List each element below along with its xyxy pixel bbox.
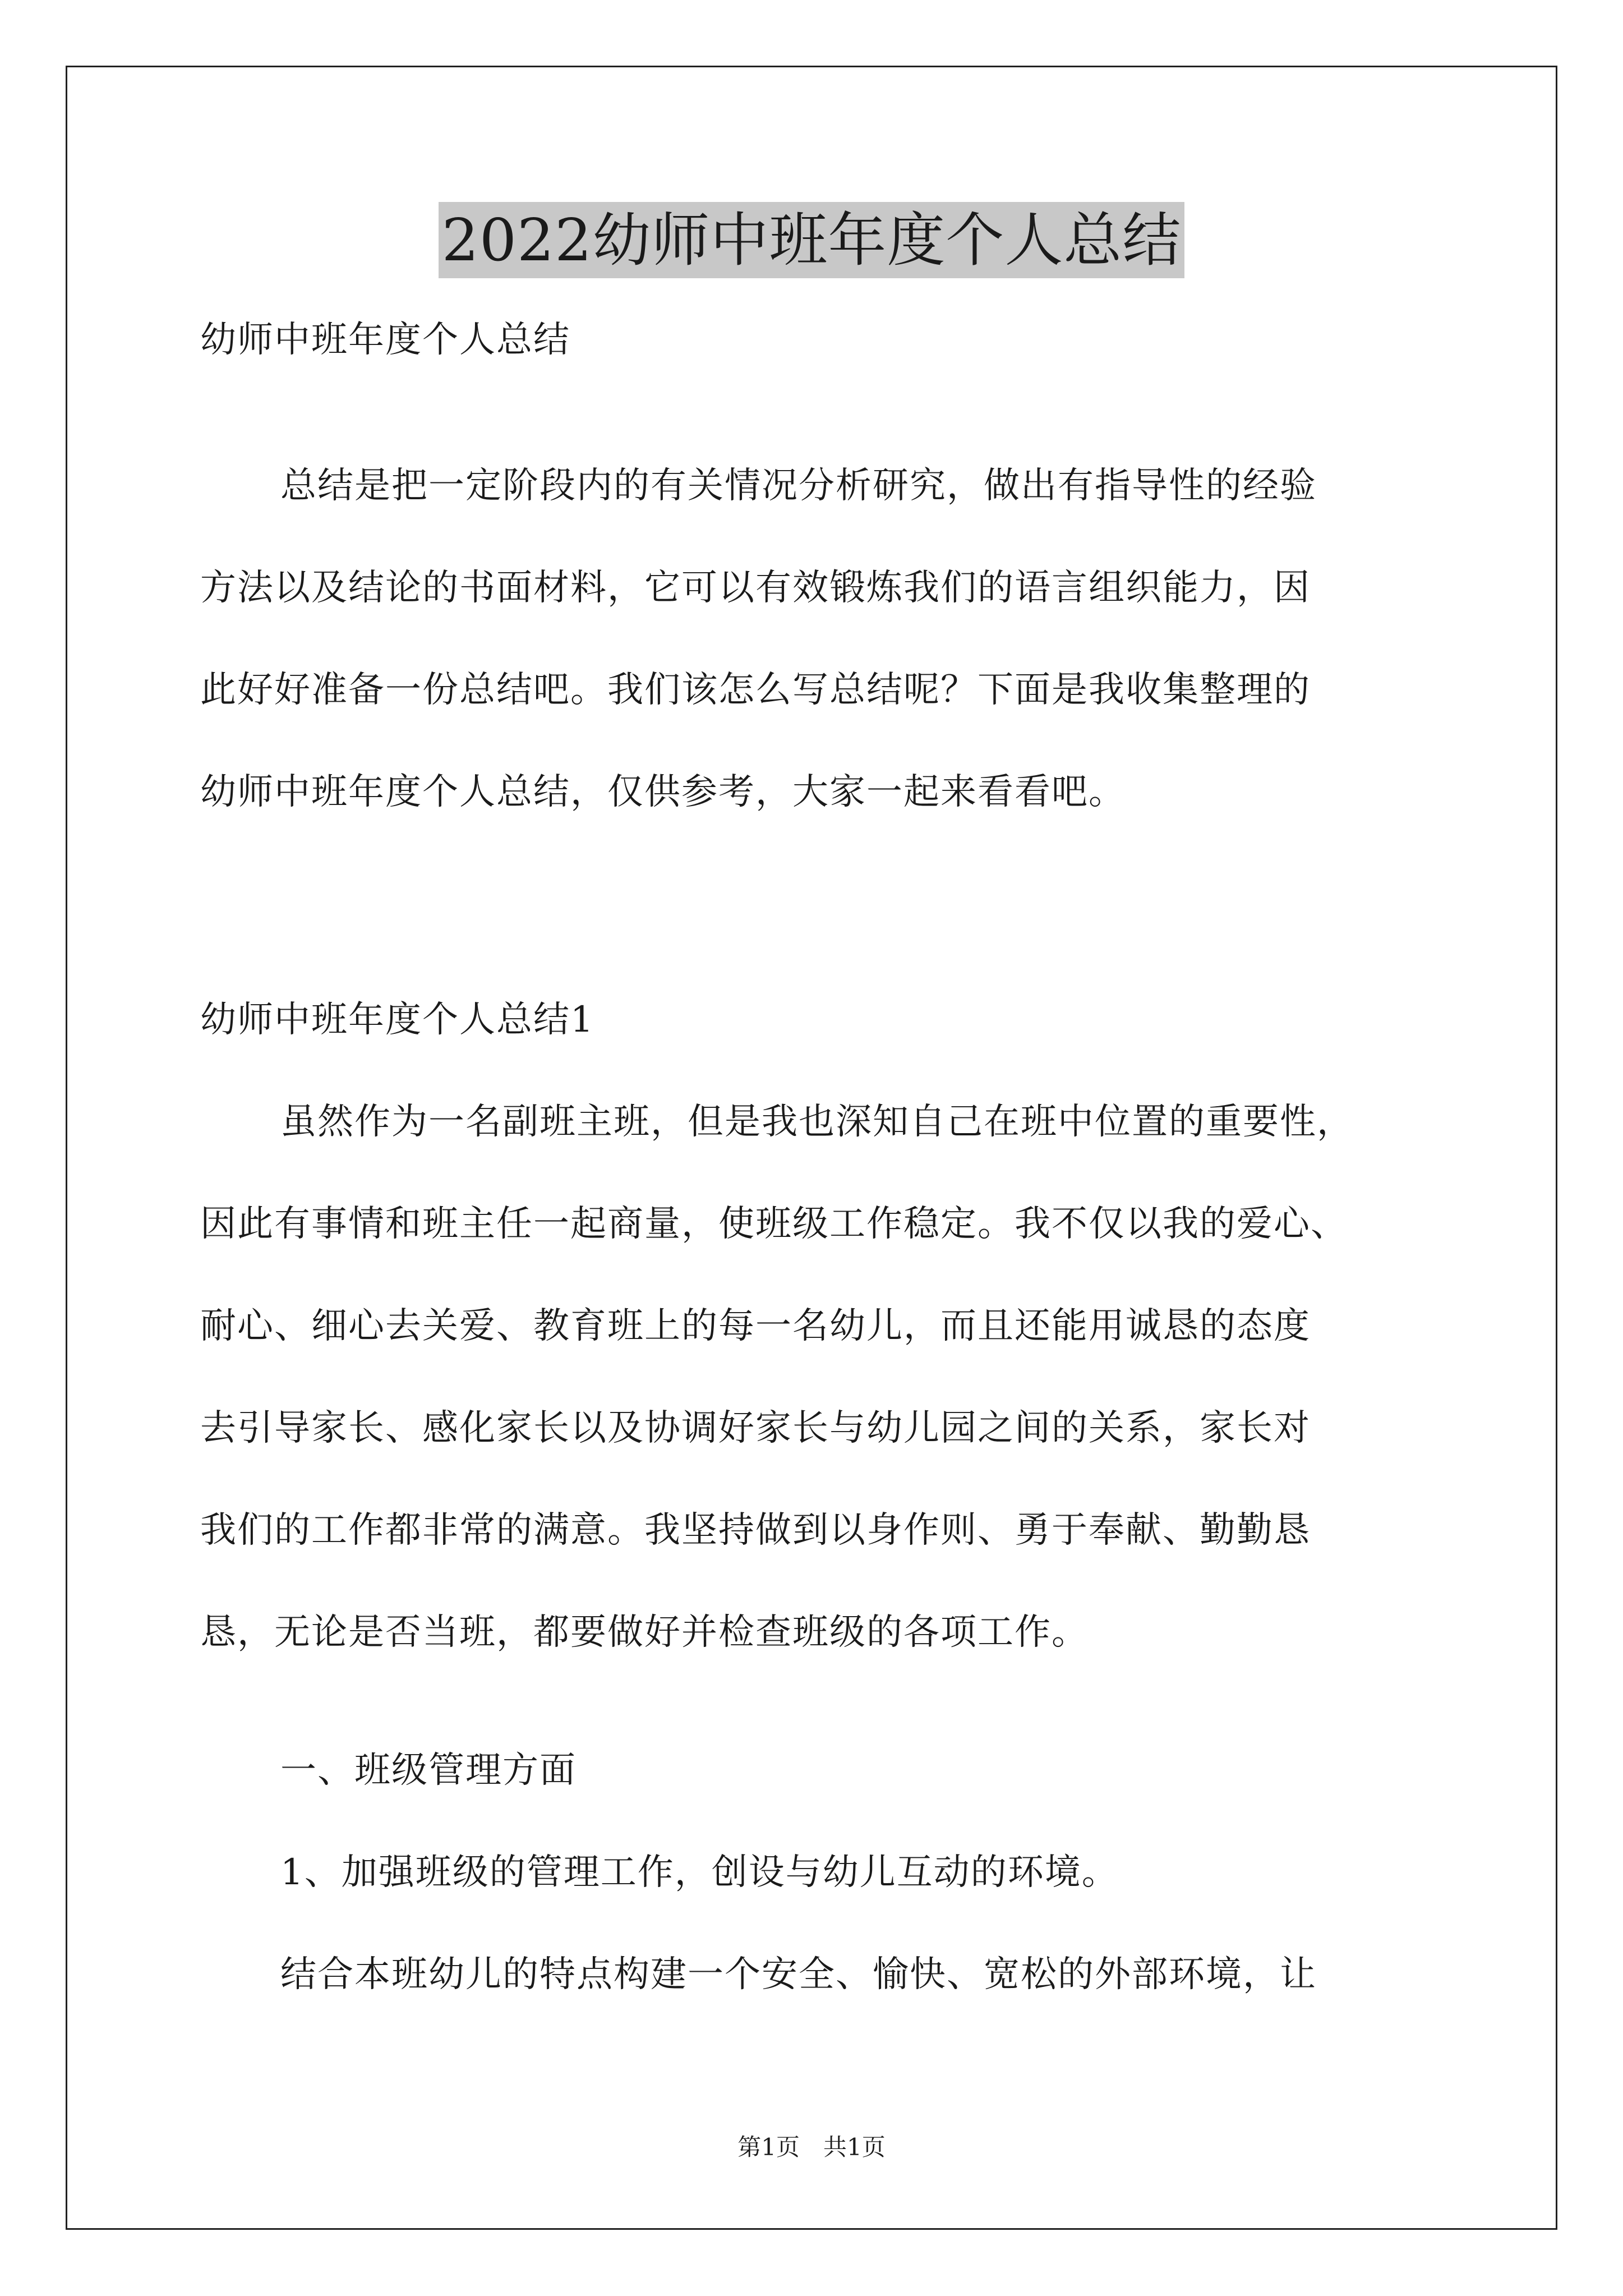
document-subtitle: 幼师中班年度个人总结 — [200, 319, 570, 361]
body-line: 虽然作为一名副班主班，但是我也深知自己在班中位置的重要性， — [280, 1101, 1354, 1143]
intro-line: 总结是把一定阶段内的有关情况分析研究，做出有指导性的经验 — [280, 465, 1317, 507]
page-footer: 第1页 共1页 — [737, 2133, 886, 2161]
intro-line: 幼师中班年度个人总结，仅供参考，大家一起来看看吧。 — [200, 771, 1126, 813]
body-line: 去引导家长、感化家长以及协调好家长与幼儿园之间的关系，家长对 — [200, 1407, 1311, 1449]
section-heading: 幼师中班年度个人总结1 — [200, 999, 594, 1041]
page-border — [66, 66, 1557, 2230]
document-title: 2022幼师中班年度个人总结 — [439, 202, 1185, 278]
intro-line: 此好好准备一份总结吧。我们该怎么写总结呢？下面是我收集整理的 — [200, 669, 1311, 711]
intro-line: 方法以及结论的书面材料，它可以有效锻炼我们的语言组织能力，因 — [200, 567, 1311, 609]
title-container — [0, 202, 1623, 278]
body-line: 耐心、细心去关爱、教育班上的每一名幼儿，而且还能用诚恳的态度 — [200, 1305, 1311, 1347]
body-line: 我们的工作都非常的满意。我坚持做到以身作则、勇于奉献、勤勤恳 — [200, 1510, 1311, 1551]
body-line: 因此有事情和班主任一起商量，使班级工作稳定。我不仅以我的爱心、 — [200, 1203, 1348, 1245]
subheading: 一、班级管理方面 — [280, 1750, 577, 1791]
list-item: 1、加强班级的管理工作，创设与幼儿互动的环境。 — [280, 1852, 1119, 1893]
body-line: 恳，无论是否当班，都要做好并检查班级的各项工作。 — [200, 1612, 1089, 1653]
body-line: 结合本班幼儿的特点构建一个安全、愉快、宽松的外部环境，让 — [280, 1954, 1317, 1995]
